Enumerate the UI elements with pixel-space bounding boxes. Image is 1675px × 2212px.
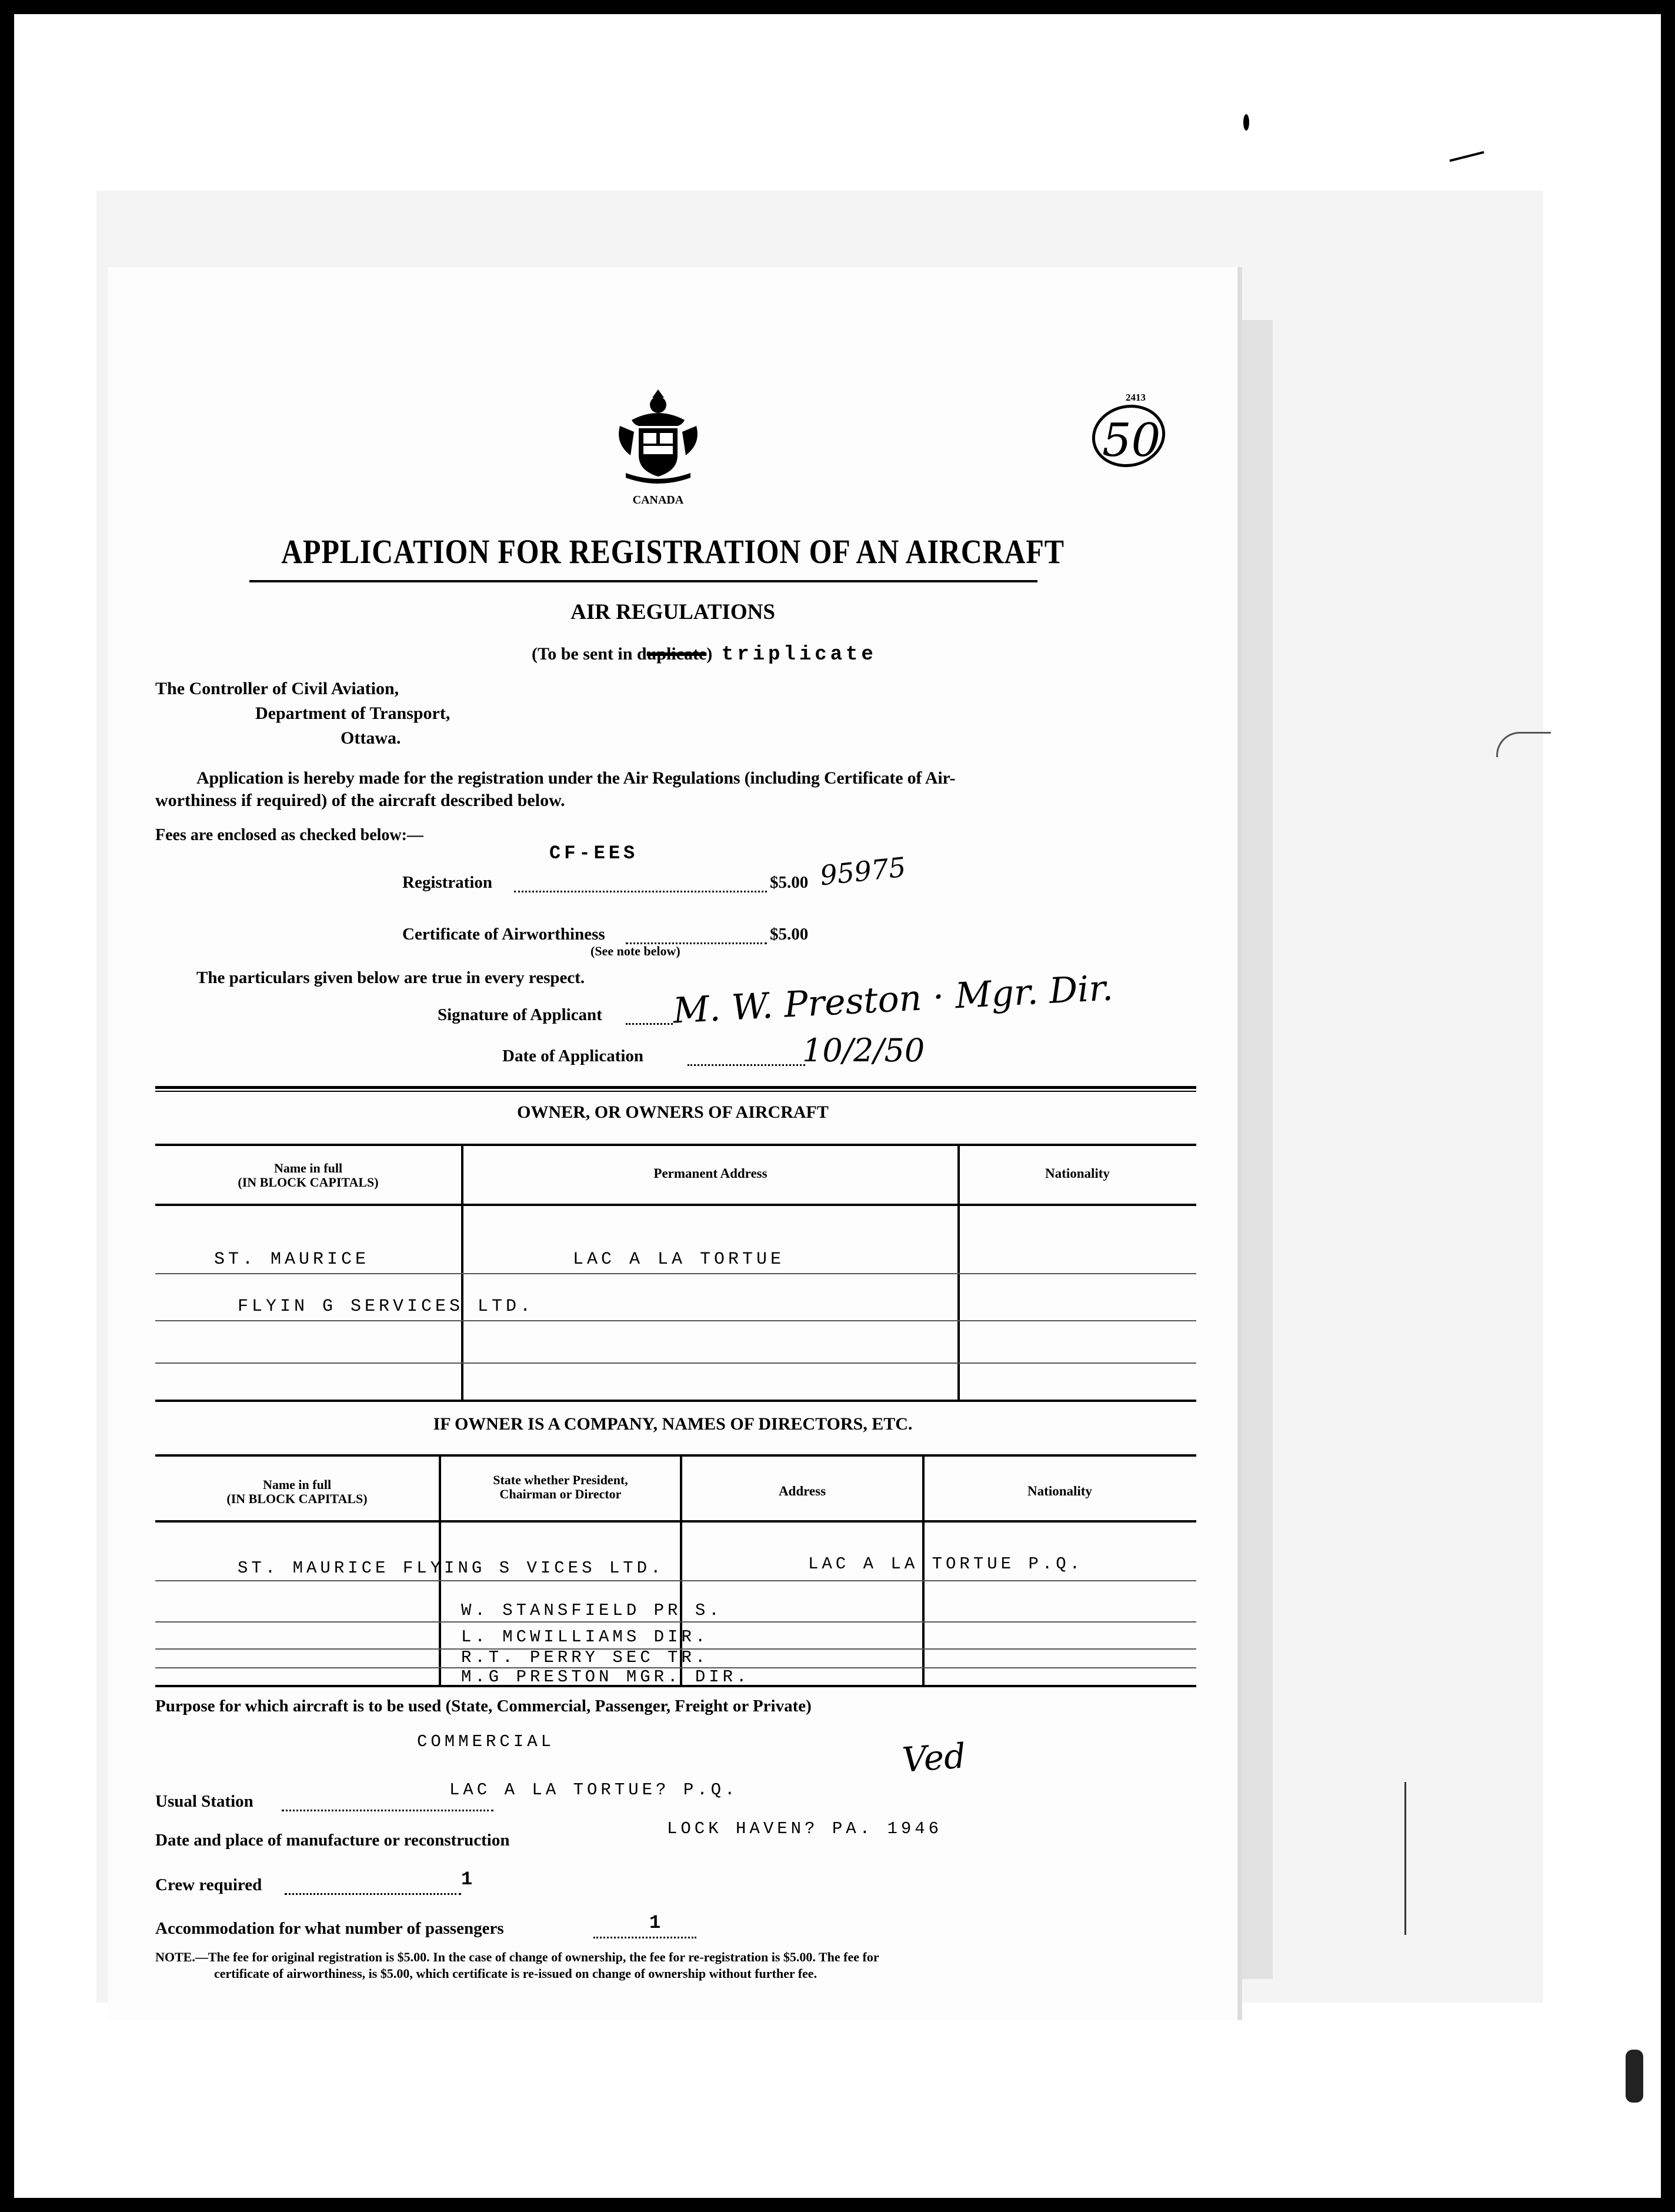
- declaration-text: The particulars given below are true in every respect.: [196, 968, 585, 987]
- owner-name-line2: FLYIN G SERVICES LTD.: [238, 1297, 535, 1317]
- directors-col-role-line2: Chairman or Director: [499, 1487, 622, 1501]
- station-label: Usual Station: [155, 1792, 253, 1811]
- copies-struck: uplicate: [646, 644, 707, 664]
- directors-company-line: ST. MAURICE FLYING S VICES LTD.: [238, 1558, 665, 1578]
- owners-col-divider-2: [957, 1144, 960, 1400]
- director-row: W. STANSFIELD PR S.: [461, 1601, 723, 1620]
- file-number-handwritten: 50: [1102, 414, 1161, 467]
- addressee-line1: The Controller of Civil Aviation,: [155, 679, 399, 698]
- directors-col-name-header: [155, 1478, 439, 1506]
- addressee-line3: Ottawa.: [341, 728, 401, 748]
- form-number: 2413: [1126, 392, 1146, 403]
- reviewer-initials-handwritten: Ved: [900, 1735, 967, 1780]
- passengers-value: 1: [649, 1912, 665, 1934]
- owners-row-line: [155, 1320, 1196, 1321]
- intro-line1: Application is hereby made for the registration under the Air Regulations (including Certificate of Air-: [196, 768, 956, 788]
- crew-label: Crew required: [155, 1875, 262, 1894]
- copies-instruction: [532, 644, 877, 666]
- directors-company-address: LAC A LA TORTUE P.Q.: [808, 1554, 1084, 1574]
- directors-table-top: [155, 1454, 1196, 1457]
- owners-col-name-line2: (IN BLOCK CAPITALS): [238, 1175, 379, 1190]
- date-label: Date of Application: [502, 1047, 644, 1065]
- applicant-signature: M. W. Preston · Mgr. Dir.: [672, 967, 1115, 1032]
- owner-address: LAC A LA TORTUE: [573, 1250, 785, 1270]
- copies-suffix: ): [706, 644, 713, 664]
- manufacture-label: Date and place of manufacture or reconstruction: [155, 1831, 510, 1850]
- directors-col-role-header: [441, 1473, 680, 1501]
- directors-col-address-header: Address: [778, 1484, 826, 1498]
- intro-line2: worthiness if required) of the aircraft described below.: [155, 791, 565, 810]
- director-row: M.G PRESTON MGR. DIR.: [461, 1667, 750, 1687]
- owner-name-line1: ST. MAURICE: [214, 1250, 370, 1270]
- application-form: [108, 267, 1237, 2020]
- title-underline: [249, 580, 1037, 582]
- owners-col-nationality-header: Nationality: [1045, 1166, 1110, 1181]
- airworthiness-note: (See note below): [590, 944, 680, 958]
- owners-col-address-header: Permanent Address: [653, 1166, 768, 1181]
- addressee-line2: Department of Transport,: [255, 704, 451, 723]
- form-title: APPLICATION FOR REGISTRATION OF AN AIRCRAFT: [281, 532, 1065, 571]
- manufacture-value: LOCK HAVEN? PA. 1946: [667, 1819, 943, 1838]
- crew-dots: [285, 1893, 461, 1895]
- section-divider-top: [155, 1086, 1196, 1089]
- sheet-shadow: [1237, 320, 1273, 1979]
- registration-fee: $5.00: [770, 873, 809, 892]
- registration-dots: [514, 891, 767, 892]
- directors-col-name-line1: Name in full: [262, 1477, 332, 1492]
- country-label: CANADA: [632, 494, 684, 507]
- owners-col-divider-1: [461, 1144, 463, 1400]
- station-dots: [282, 1810, 493, 1811]
- note-line2: certificate of airworthiness, is $5.00, which certificate is re-issued on change of ownership without further fee.: [214, 1966, 818, 1981]
- purpose-label: Purpose for which aircraft is to be used (State, Commercial, Passenger, Freight or Private): [155, 1697, 812, 1715]
- station-value: LAC A LA TORTUE? P.Q.: [449, 1780, 739, 1800]
- directors-col-role-line1: State whether President,: [493, 1473, 628, 1487]
- directors-header-bottom: [155, 1520, 1196, 1523]
- airworthiness-fee: $5.00: [770, 925, 809, 944]
- owners-row-line: [155, 1273, 1196, 1274]
- directors-section-title: IF OWNER IS A COMPANY, NAMES OF DIRECTORS, ETC.: [433, 1414, 913, 1434]
- directors-row-line: [155, 1580, 1196, 1581]
- directors-row-line: [155, 1621, 1196, 1623]
- scan-mark: [1404, 1782, 1406, 1935]
- owners-section-title: OWNER, OR OWNERS OF AIRCRAFT: [517, 1102, 829, 1122]
- fees-label: Fees are enclosed as checked below:—: [155, 826, 423, 844]
- crew-value: 1: [461, 1868, 476, 1890]
- registration-mark: CF-EES: [549, 842, 639, 864]
- scan-mark: [1449, 151, 1484, 162]
- passengers-dots: [593, 1937, 696, 1938]
- passengers-label: Accommodation for what number of passengers: [155, 1919, 504, 1938]
- scanned-page: [14, 14, 1661, 2198]
- director-row: L. MCWILLIAMS DIR.: [461, 1627, 709, 1647]
- date-dots: [688, 1064, 805, 1066]
- directors-col-nationality-header: Nationality: [1027, 1484, 1092, 1498]
- directors-col-name-line2: (IN BLOCK CAPITALS): [226, 1491, 368, 1506]
- owners-header-bottom: [155, 1204, 1196, 1206]
- scan-speck: [1243, 114, 1249, 131]
- registration-handwritten-number: 95975: [818, 851, 907, 892]
- signature-label: Signature of Applicant: [438, 1005, 602, 1024]
- owners-row-line: [155, 1362, 1196, 1364]
- owners-col-name-line1: Name in full: [273, 1161, 343, 1175]
- scan-speck: [1626, 2050, 1643, 2103]
- section-divider-top-thin: [155, 1091, 1196, 1092]
- copies-prefix: (To be sent in d: [532, 644, 647, 664]
- application-date: 10/2/50: [802, 1032, 925, 1069]
- airworthiness-label: Certificate of Airworthiness: [402, 925, 605, 944]
- director-row: R.T. PERRY SEC TR.: [461, 1648, 709, 1667]
- owners-table-bottom: [155, 1400, 1196, 1402]
- note-line1: NOTE.—The fee for original registration is $5.00. In the case of change of ownership, the fee for re-registration is $5.00. The fee for: [155, 1950, 879, 1964]
- purpose-value: COMMERCIAL: [417, 1732, 555, 1751]
- coat-of-arms-icon: [614, 385, 702, 485]
- signature-dots: [626, 1023, 673, 1025]
- form-subtitle: AIR REGULATIONS: [570, 600, 775, 624]
- registration-label: Registration: [402, 873, 493, 892]
- owners-table-top: [155, 1144, 1196, 1146]
- copies-typed: triplicate: [721, 644, 877, 666]
- owners-col-name-header: [155, 1161, 461, 1190]
